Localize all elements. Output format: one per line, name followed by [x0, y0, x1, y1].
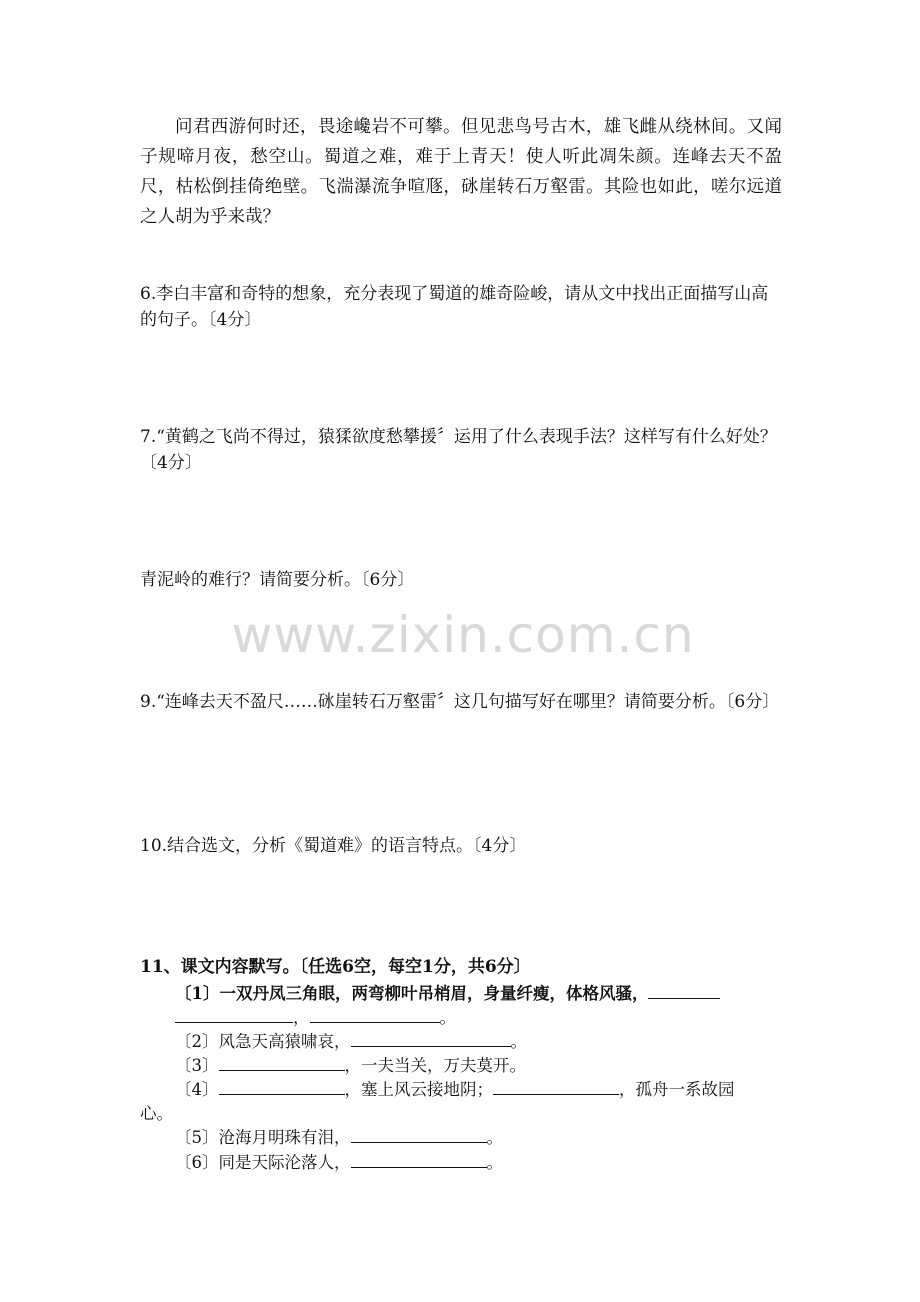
recitation-item-4 — [175, 1078, 735, 1101]
recitation-item-1-end: 。 — [439, 1008, 456, 1027]
question-10: 10.结合选文，分析《蜀道难》的语言特点。〔4分〕 — [140, 836, 527, 856]
recitation-item-5-end: 。 — [486, 1128, 503, 1147]
answer-blank-4b[interactable] — [493, 1093, 619, 1095]
recitation-item-6-end: 。 — [486, 1153, 503, 1172]
recitation-item-1 — [175, 982, 720, 1005]
recitation-item-5-text: 〔5〕沧海月明珠有泪， — [175, 1128, 351, 1147]
answer-blank-5[interactable] — [351, 1141, 487, 1143]
recitation-item-4-mid: ，塞上风云接地阴； — [344, 1080, 493, 1099]
answer-blank-4a[interactable] — [219, 1093, 345, 1095]
answer-blank-1c[interactable] — [310, 1021, 440, 1023]
question-7: 7.“黄鹤之飞尚不得过，猿猱欲度愁攀援〞运用了什么表现手法？这样写有什么好处？〔4分〕 — [140, 427, 777, 473]
recitation-item-1-sep: ， — [293, 1008, 310, 1027]
question-11-heading: 11、课文内容默写。〔任选6空，每空1分，共6分〕 — [140, 957, 531, 977]
recitation-item-6 — [175, 1151, 503, 1174]
question-6: 6.李白丰富和奇特的想象，充分表现了蜀道的雄奇险峻，请从文中找出正面描写山高的句子。〔4分〕 — [140, 284, 769, 330]
recitation-item-2-end: 。 — [510, 1032, 527, 1051]
question-8-tail: 青泥岭的难行？请简要分析。〔6分〕 — [140, 570, 415, 590]
recitation-item-1-text: 〔1〕一双丹凤三角眼，两弯柳叶吊梢眉，身量纤瘦，体格风骚， — [175, 984, 649, 1003]
poem-passage: 问君西游何时还，畏途巉岩不可攀。但见悲鸟号古木，雄飞雌从绕林间。又闻子规啼月夜，愁空山。蜀道之难，难于上青天！使人听此凋朱颜。连峰去天不盈尺，枯松倒挂倚绝壁。飞湍瀑流争喧豗，砯崖转石万壑雷。其险也如此，嗟尔远道之人胡为乎来哉？ — [140, 117, 782, 227]
question-9: 9.“连峰去天不盈尺……砯崖转石万壑雷〞这几句描写好在哪里？请简要分析。〔6分〕 — [140, 692, 780, 712]
recitation-item-2-text: 〔2〕风急天高猿啸哀， — [175, 1032, 351, 1051]
watermark-text: www.zixin.com.cn — [231, 606, 695, 664]
recitation-item-4-text: 〔4〕 — [175, 1080, 219, 1099]
recitation-item-1-cont — [175, 1006, 456, 1029]
recitation-item-4-wrap: 心。 — [140, 1104, 173, 1123]
answer-blank-2[interactable] — [351, 1045, 511, 1047]
answer-blank-3[interactable] — [219, 1069, 345, 1071]
answer-blank-1a[interactable] — [648, 997, 720, 999]
answer-blank-6[interactable] — [351, 1166, 487, 1168]
recitation-item-2 — [175, 1030, 527, 1053]
answer-blank-1b[interactable] — [175, 1021, 293, 1023]
recitation-item-5 — [175, 1126, 503, 1149]
recitation-item-3-end: ，一夫当关，万夫莫开。 — [344, 1056, 526, 1075]
recitation-item-4-end: ，孤舟一系故园 — [619, 1080, 735, 1099]
recitation-item-6-text: 〔6〕同是天际沦落人， — [175, 1153, 351, 1172]
recitation-item-3 — [175, 1054, 526, 1077]
recitation-item-3-text: 〔3〕 — [175, 1056, 219, 1075]
